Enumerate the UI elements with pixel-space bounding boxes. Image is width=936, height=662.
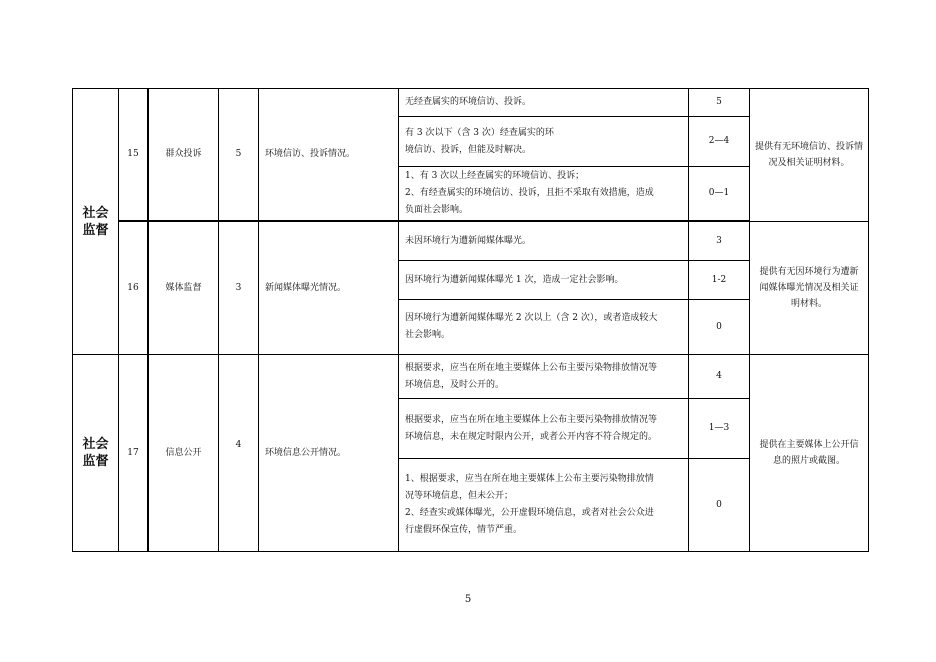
rule-text: 因环境行为遭新闻媒体曝光 2 次以上（含 2 次），或者造成较大 社会影响。 [405,313,658,340]
item-content: 环境信访、投诉情况。 [265,149,356,159]
item-name: 群众投诉 [165,149,202,159]
rule-text: 1、有 3 次以上经查属实的环境信访、投诉； 2、有经查属实的环境信访、投诉，且拒不采取有效措施，造成 负面社会影响。 [405,171,654,215]
rule-text: 未因环境行为遭新闻媒体曝光。 [405,235,532,246]
rule-points: 2—4 [708,136,730,146]
rule-points: 0 [716,499,722,510]
rule-points: 1-2 [711,274,727,285]
rule-points: 5 [716,97,722,107]
rule-text: 根据要求，应当在所在地主要媒体上公布主要污染物排放情况等 环境信息，及时公开的。 [405,362,658,390]
evidence-text: 提供有无环境信访、投诉情 况及相关证明材料。 [754,142,863,168]
item-name: 信息公开 [165,447,202,458]
rule-text: 1、根据要求，应当在所在地主要媒体上公布主要污染物排放情 况等环境信息，但未公开； 2、经查实或媒体曝光，公开虚假环境信息，或者对社会公众进 行虚假环保宣传，情节严重。 [405,474,654,535]
rule-points: 4 [716,371,722,381]
rule-text: 根据要求，应当在所在地主要媒体上公布主要污染物排放情况等 环境信息，未在规定时限内公开，或者公开内容不符合规定的。 [405,414,658,442]
page-number: 5 [464,594,472,605]
item-score: 3 [235,282,242,293]
evidence-text: 提供有无因环境行为遭新 闻媒体曝光情况及相关证 明材料。 [759,267,859,309]
item-content: 环境信息公开情况。 [265,447,347,458]
item-name: 媒体监督 [165,282,202,293]
rule-points: 3 [716,235,722,246]
category-label: 社会 监督 [82,205,109,238]
rule-points: 0 [716,321,722,332]
item-number: 17 [127,447,139,458]
item-number: 15 [127,149,139,159]
rule-text: 有 3 次以下（含 3 次）经查属实的环 境信访、投诉，但能及时解决。 [405,127,554,155]
rule-text: 因环境行为遭新闻媒体曝光 1 次，造成一定社会影响。 [405,274,624,285]
item-score: 5 [235,149,242,159]
rule-points: 0—1 [708,188,730,198]
item-number: 16 [127,282,139,293]
item-score: 4 [235,439,242,450]
category-label: 社会 监督 [82,437,109,469]
evidence-text: 提供在主要媒体上公开信 息的照片或截图。 [759,440,859,466]
item-content: 新闻媒体曝光情况。 [265,282,347,293]
rule-text: 无经查属实的环境信访、投诉。 [405,97,532,107]
table-border-right [868,88,869,552]
rule-points: 1—3 [708,423,730,433]
